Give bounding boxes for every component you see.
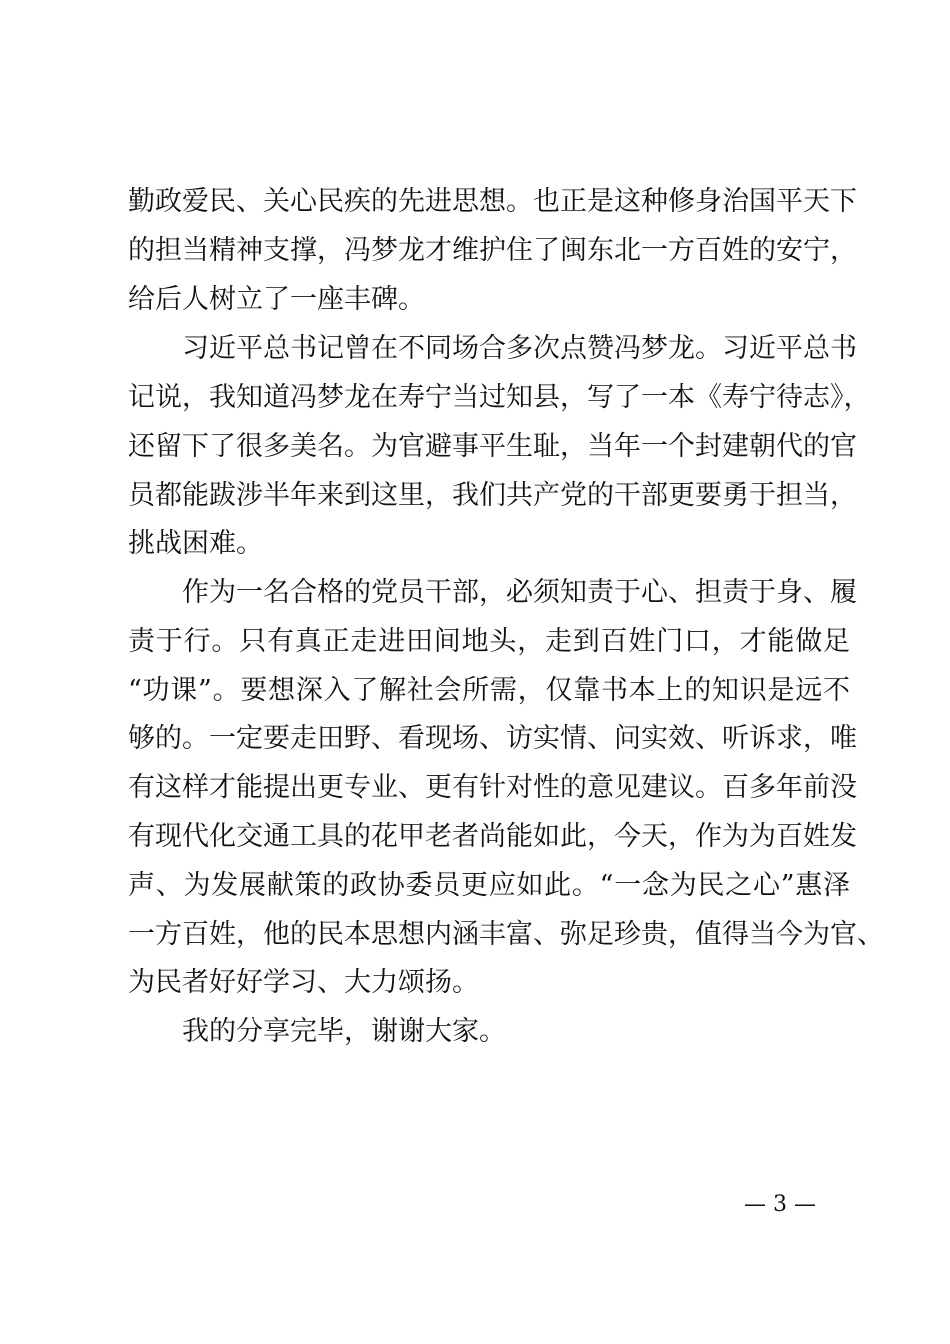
text-line: 习近平总书记曾在不同场合多次点赞冯梦龙。习近平总书 — [182, 333, 857, 364]
text-line: 我的分享完毕，谢谢大家。 — [182, 1016, 506, 1047]
text-line: 为民者好好学习、大力颂扬。 — [128, 967, 479, 998]
text-line: 责于行。只有真正走进田间地头，走到百姓门口，才能做足 — [128, 626, 850, 657]
text-line: 勤政爱民、关心民疾的先进思想。也正是这种修身治国平天下 — [128, 186, 857, 217]
text-line: 够的。一定要走田野、看现场、访实情、问实效、听诉求，唯 — [128, 723, 857, 754]
text-line: 给后人树立了一座丰碑。 — [128, 284, 425, 315]
text-line: 还留下了很多美名。为官避事平生耻，当年一个封建朝代的官 — [128, 431, 857, 462]
text-line: 声、为发展献策的政协委员更应如此。“一念为民之心”惠泽 — [128, 870, 850, 901]
text-line: 一方百姓，他的民本思想内涵丰富、弥足珍贵，值得当今为官、 — [128, 919, 884, 950]
text-line: 有现代化交通工具的花甲老者尚能如此，今天，作为为百姓发 — [128, 821, 857, 852]
text-line: 挑战困难。 — [128, 528, 263, 559]
text-line: 作为一名合格的党员干部，必须知责于心、担责于身、履 — [182, 577, 857, 608]
text-line: 记说，我知道冯梦龙在寿宁当过知县，写了一本《寿宁待志》， — [128, 382, 871, 413]
text-line: 的担当精神支撑，冯梦龙才维护住了闽东北一方百姓的安宁， — [128, 235, 857, 266]
text-line: 员都能跋涉半年来到这里，我们共产党的干部更要勇于担当， — [128, 480, 857, 511]
text-line: 有这样才能提出更专业、更有针对性的意见建议。百多年前没 — [128, 772, 857, 803]
page-number: — 3 — — [744, 1192, 816, 1217]
text-line: “功课”。要想深入了解社会所需，仅靠书本上的知识是远不 — [128, 675, 850, 706]
